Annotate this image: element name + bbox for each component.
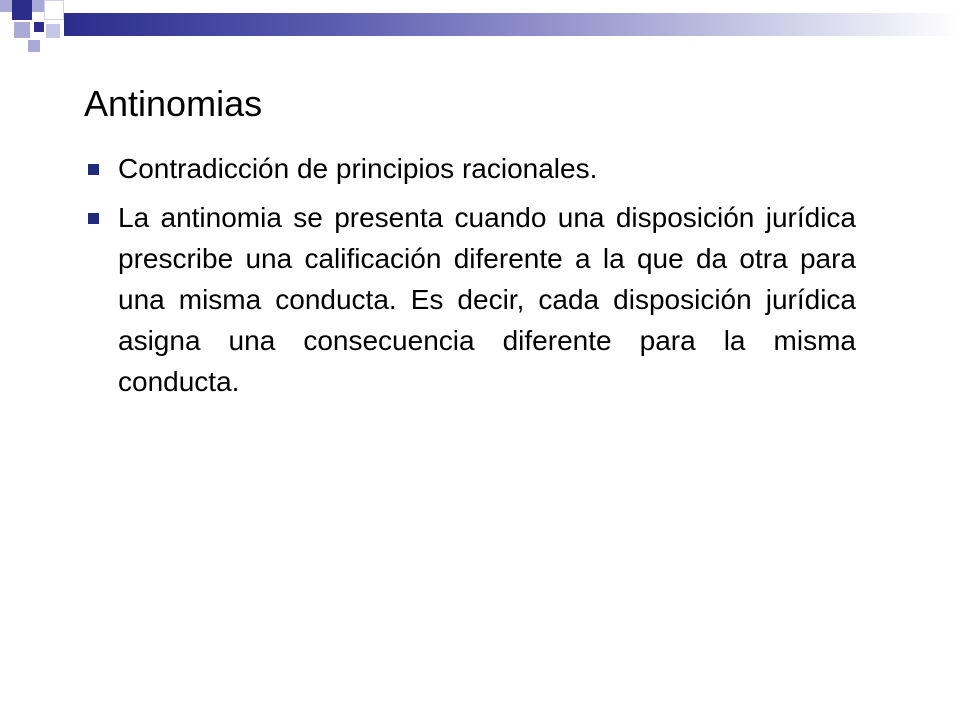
deco-square: [14, 22, 30, 38]
bullet-list: [84, 148, 856, 410]
slide-title: Antinomias: [84, 83, 263, 124]
deco-square: [34, 22, 44, 32]
bullet-item: [84, 148, 856, 189]
deco-square: [12, 0, 32, 20]
deco-square: [0, 0, 12, 12]
deco-square: [46, 24, 60, 38]
deco-square: [28, 40, 40, 52]
square-bullet-icon: [88, 164, 99, 175]
header-gradient-bar: [64, 13, 960, 36]
bullet-item: [84, 197, 856, 402]
deco-square: [32, 0, 44, 12]
bullet-text: Contradicción de principios racionales.: [118, 153, 598, 184]
header-decoration: [0, 0, 960, 60]
deco-square: [44, 0, 64, 20]
bullet-text: La antinomia se presenta cuando una disposición jurídica prescribe una calificación diferente a la que da otra para una misma conducta. Es decir, cada disposición jurídica asigna una consecuencia diferente para la misma conducta.: [118, 202, 856, 397]
square-bullet-icon: [88, 213, 99, 224]
